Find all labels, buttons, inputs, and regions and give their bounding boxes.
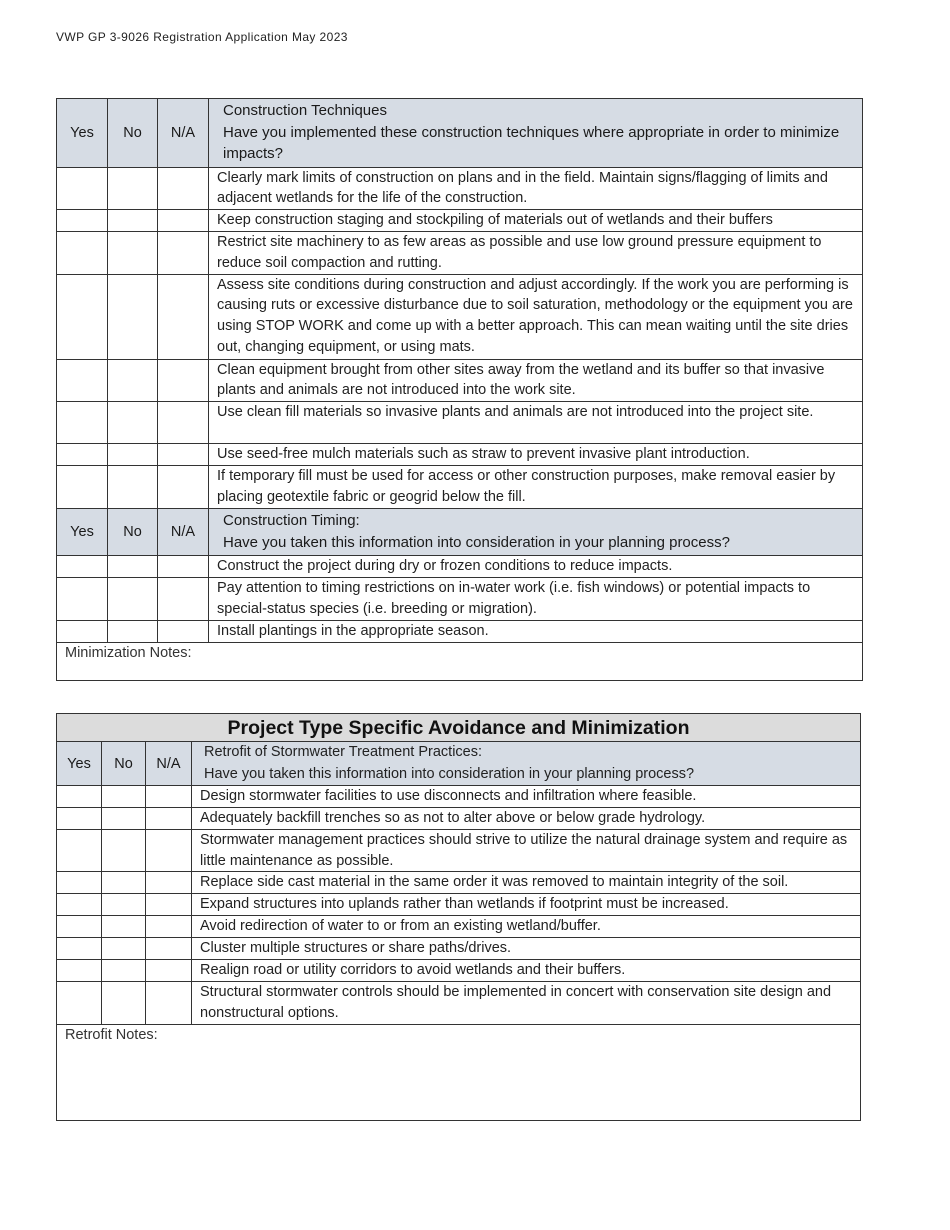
table-row (57, 807, 861, 829)
construction-timing-title: Construction Timing: (223, 512, 360, 530)
construction-techniques-question: Have you implemented these construction techniques where appropriate in order to minimize impacts? (223, 123, 840, 162)
project-type-table (56, 713, 861, 1121)
no-checkbox[interactable] (108, 466, 158, 509)
page-header: VWP GP 3-9026 Registration Application May 2023 (56, 30, 348, 44)
na-checkbox[interactable] (146, 894, 192, 916)
na-column-header: N/A (146, 742, 192, 786)
item-text: Avoid redirection of water to or from an existing wetland/buffer. (192, 916, 861, 938)
na-checkbox[interactable] (158, 466, 209, 509)
no-checkbox[interactable] (108, 274, 158, 359)
minimization-notes-field[interactable] (57, 642, 863, 680)
construction-timing-heading (209, 509, 863, 556)
no-checkbox[interactable] (108, 444, 158, 466)
yes-checkbox[interactable] (57, 556, 108, 578)
construction-timing-header-row (57, 509, 863, 556)
no-checkbox[interactable] (108, 167, 158, 210)
table-row (57, 916, 861, 938)
table-row (57, 359, 863, 402)
retrofit-title: Retrofit of Stormwater Treatment Practices: (204, 744, 483, 760)
yes-checkbox[interactable] (57, 402, 108, 444)
item-text: Assess site conditions during construction and adjust accordingly. If the work you are performing is causing ruts or excessive disturbance due to soil saturation, methodology or the equipment you are using STOP WORK and come up with a better approach. This can mean waiting until the site dries out, changing equipment, or using mats. (209, 274, 863, 359)
no-checkbox[interactable] (102, 872, 146, 894)
yes-checkbox[interactable] (57, 359, 108, 402)
table-row (57, 894, 861, 916)
na-checkbox[interactable] (146, 872, 192, 894)
na-checkbox[interactable] (158, 578, 209, 621)
na-checkbox[interactable] (158, 444, 209, 466)
item-text: Restrict site machinery to as few areas as possible and use low ground pressure equipment to reduce soil compaction and rutting. (209, 232, 863, 275)
na-checkbox[interactable] (158, 556, 209, 578)
no-column-header: No (108, 99, 158, 168)
table-row (57, 556, 863, 578)
na-checkbox[interactable] (146, 786, 192, 808)
yes-checkbox[interactable] (57, 578, 108, 621)
no-checkbox[interactable] (102, 960, 146, 982)
item-text: Cluster multiple structures or share paths/drives. (192, 938, 861, 960)
na-column-header: N/A (158, 99, 209, 168)
project-type-title-row (57, 714, 861, 742)
yes-checkbox[interactable] (57, 807, 102, 829)
retrofit-notes-field[interactable] (57, 1024, 861, 1120)
no-checkbox[interactable] (102, 829, 146, 872)
yes-checkbox[interactable] (57, 232, 108, 275)
no-column-header: No (108, 509, 158, 556)
table-row (57, 466, 863, 509)
construction-techniques-heading (209, 99, 863, 168)
item-text: Keep construction staging and stockpiling of materials out of wetlands and their buffers (209, 210, 863, 232)
na-checkbox[interactable] (158, 620, 209, 642)
no-checkbox[interactable] (102, 916, 146, 938)
item-text: Use seed-free mulch materials such as straw to prevent invasive plant introduction. (209, 444, 863, 466)
no-checkbox[interactable] (102, 807, 146, 829)
construction-techniques-table (56, 98, 863, 681)
retrofit-heading (192, 742, 861, 786)
no-checkbox[interactable] (108, 620, 158, 642)
table-row (57, 981, 861, 1024)
no-checkbox[interactable] (102, 894, 146, 916)
no-checkbox[interactable] (108, 232, 158, 275)
no-checkbox[interactable] (108, 578, 158, 621)
yes-checkbox[interactable] (57, 872, 102, 894)
na-checkbox[interactable] (158, 359, 209, 402)
yes-column-header: Yes (57, 509, 108, 556)
yes-checkbox[interactable] (57, 466, 108, 509)
table-row (57, 938, 861, 960)
item-text: Install plantings in the appropriate season. (209, 620, 863, 642)
minimization-notes-label: Minimization Notes: (65, 644, 192, 661)
no-checkbox[interactable] (108, 359, 158, 402)
minimization-notes-row (57, 642, 863, 680)
table-row (57, 786, 861, 808)
yes-checkbox[interactable] (57, 210, 108, 232)
item-text: Stormwater management practices should strive to utilize the natural drainage system and require as little maintenance as possible. (192, 829, 861, 872)
table-row (57, 872, 861, 894)
item-text: Replace side cast material in the same order it was removed to maintain integrity of the soil. (192, 872, 861, 894)
yes-checkbox[interactable] (57, 981, 102, 1024)
na-checkbox[interactable] (158, 274, 209, 359)
retrofit-question: Have you taken this information into consideration in your planning process? (204, 765, 695, 782)
item-text: If temporary fill must be used for access or other construction purposes, make removal easier by placing geotextile fabric or geogrid below the fill. (209, 466, 863, 509)
item-text: Clearly mark limits of construction on plans and in the field. Maintain signs/flagging of limits and adjacent wetlands for the life of the construction. (209, 167, 863, 210)
no-checkbox[interactable] (102, 938, 146, 960)
no-checkbox[interactable] (108, 556, 158, 578)
na-checkbox[interactable] (158, 402, 209, 444)
table-row (57, 620, 863, 642)
yes-checkbox[interactable] (57, 938, 102, 960)
na-checkbox[interactable] (146, 829, 192, 872)
table-row (57, 210, 863, 232)
yes-checkbox[interactable] (57, 444, 108, 466)
table-row (57, 829, 861, 872)
yes-checkbox[interactable] (57, 916, 102, 938)
construction-timing-question: Have you taken this information into consideration in your planning process? (223, 533, 730, 551)
item-text: Use clean fill materials so invasive plants and animals are not introduced into the project site. (209, 402, 863, 444)
table-row (57, 578, 863, 621)
yes-checkbox[interactable] (57, 829, 102, 872)
yes-column-header: Yes (57, 99, 108, 168)
item-text: Structural stormwater controls should be implemented in concert with conservation site design and nonstructural options. (192, 981, 861, 1024)
yes-column-header: Yes (57, 742, 102, 786)
no-checkbox[interactable] (102, 786, 146, 808)
yes-checkbox[interactable] (57, 894, 102, 916)
retrofit-notes-row (57, 1024, 861, 1120)
yes-checkbox[interactable] (57, 167, 108, 210)
yes-checkbox[interactable] (57, 620, 108, 642)
no-checkbox[interactable] (102, 981, 146, 1024)
construction-techniques-header-row (57, 99, 863, 168)
item-text: Construct the project during dry or frozen conditions to reduce impacts. (209, 556, 863, 578)
na-checkbox[interactable] (146, 807, 192, 829)
na-checkbox[interactable] (146, 938, 192, 960)
item-text: Pay attention to timing restrictions on in-water work (i.e. fish windows) or potential impacts to special-status species (i.e. breeding or migration). (209, 578, 863, 621)
na-column-header: N/A (158, 509, 209, 556)
no-checkbox[interactable] (108, 402, 158, 444)
no-checkbox[interactable] (108, 210, 158, 232)
table-row (57, 167, 863, 210)
table-row (57, 232, 863, 275)
table-row (57, 444, 863, 466)
yes-checkbox[interactable] (57, 960, 102, 982)
item-text: Clean equipment brought from other sites away from the wetland and its buffer so that invasive plants and animals are not introduced into the work site. (209, 359, 863, 402)
no-column-header: No (102, 742, 146, 786)
table-row (57, 402, 863, 444)
na-checkbox[interactable] (146, 916, 192, 938)
retrofit-notes-label: Retrofit Notes: (65, 1026, 158, 1043)
table-row (57, 960, 861, 982)
na-checkbox[interactable] (158, 167, 209, 210)
project-type-title: Project Type Specific Avoidance and Minimization (57, 714, 861, 742)
item-text: Expand structures into uplands rather than wetlands if footprint must be increased. (192, 894, 861, 916)
yes-checkbox[interactable] (57, 786, 102, 808)
item-text: Adequately backfill trenches so as not to alter above or below grade hydrology. (192, 807, 861, 829)
construction-techniques-title: Construction Techniques (223, 102, 387, 119)
na-checkbox[interactable] (158, 210, 209, 232)
na-checkbox[interactable] (146, 960, 192, 982)
na-checkbox[interactable] (158, 232, 209, 275)
retrofit-header-row (57, 742, 861, 786)
yes-checkbox[interactable] (57, 274, 108, 359)
na-checkbox[interactable] (146, 981, 192, 1024)
item-text: Realign road or utility corridors to avoid wetlands and their buffers. (192, 960, 861, 982)
item-text: Design stormwater facilities to use disconnects and infiltration where feasible. (192, 786, 861, 808)
table-row (57, 274, 863, 359)
